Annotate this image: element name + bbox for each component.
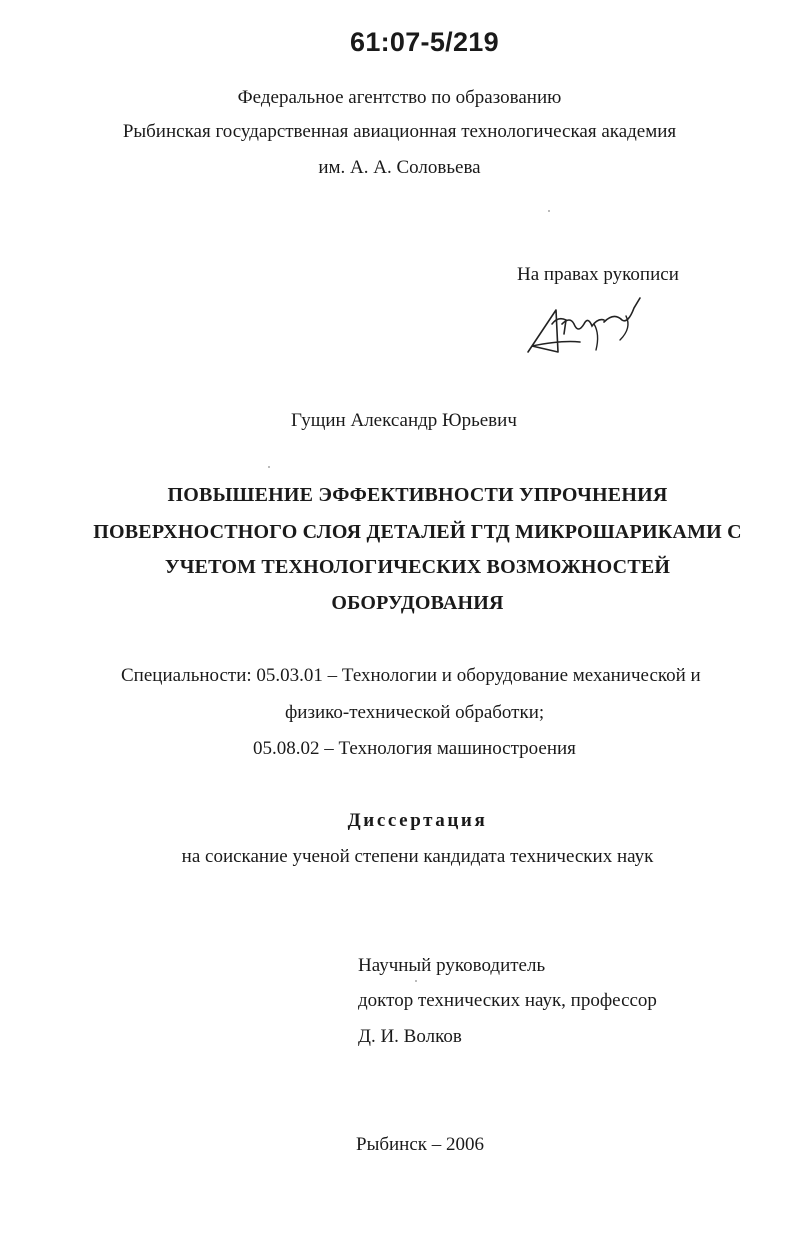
supervisor-name: Д. И. Волков [358, 1026, 462, 1047]
dissertation-subtitle: на соискание ученой степени кандидата технических наук [181, 846, 654, 867]
author-name: Гущин Александр Юрьевич [291, 410, 517, 431]
specialty-line-3: 05.08.02 – Технология машиностроения [253, 738, 576, 759]
scan-speck [415, 980, 417, 982]
catalog-number: 61:07-5/219 [350, 27, 499, 57]
scan-speck [268, 466, 270, 468]
organization-academy: Рыбинская государственная авиационная технологическая академия [122, 121, 677, 142]
author-signature [522, 294, 652, 358]
thesis-title-line-2: ПОВЕРХНОСТНОГО СЛОЯ ДЕТАЛЕЙ ГТД МИКРОШАРИКАМИ С [93, 521, 742, 543]
organization-named-after: им. А. А. Соловьева [318, 157, 481, 178]
thesis-title-line-4: ОБОРУДОВАНИЯ [331, 592, 504, 614]
supervisor-label: Научный руководитель [358, 955, 546, 976]
dissertation-heading: Диссертация [347, 810, 488, 831]
specialty-line-2: физико-технической обработки; [285, 702, 545, 723]
thesis-title-line-1: ПОВЫШЕНИЕ ЭФФЕКТИВНОСТИ УПРОЧНЕНИЯ [167, 484, 668, 506]
thesis-title-line-3: УЧЕТОМ ТЕХНОЛОГИЧЕСКИХ ВОЗМОЖНОСТЕЙ [164, 556, 671, 578]
organization-agency: Федеральное агентство по образованию [237, 87, 562, 108]
manuscript-rights-note: На правах рукописи [517, 264, 679, 285]
supervisor-degree: доктор технических наук, профессор [358, 990, 657, 1011]
place-and-year: Рыбинск – 2006 [356, 1134, 484, 1155]
specialty-line-1: Специальности: 05.03.01 – Технологии и оборудование механической и [121, 665, 701, 686]
scan-speck [548, 210, 550, 212]
